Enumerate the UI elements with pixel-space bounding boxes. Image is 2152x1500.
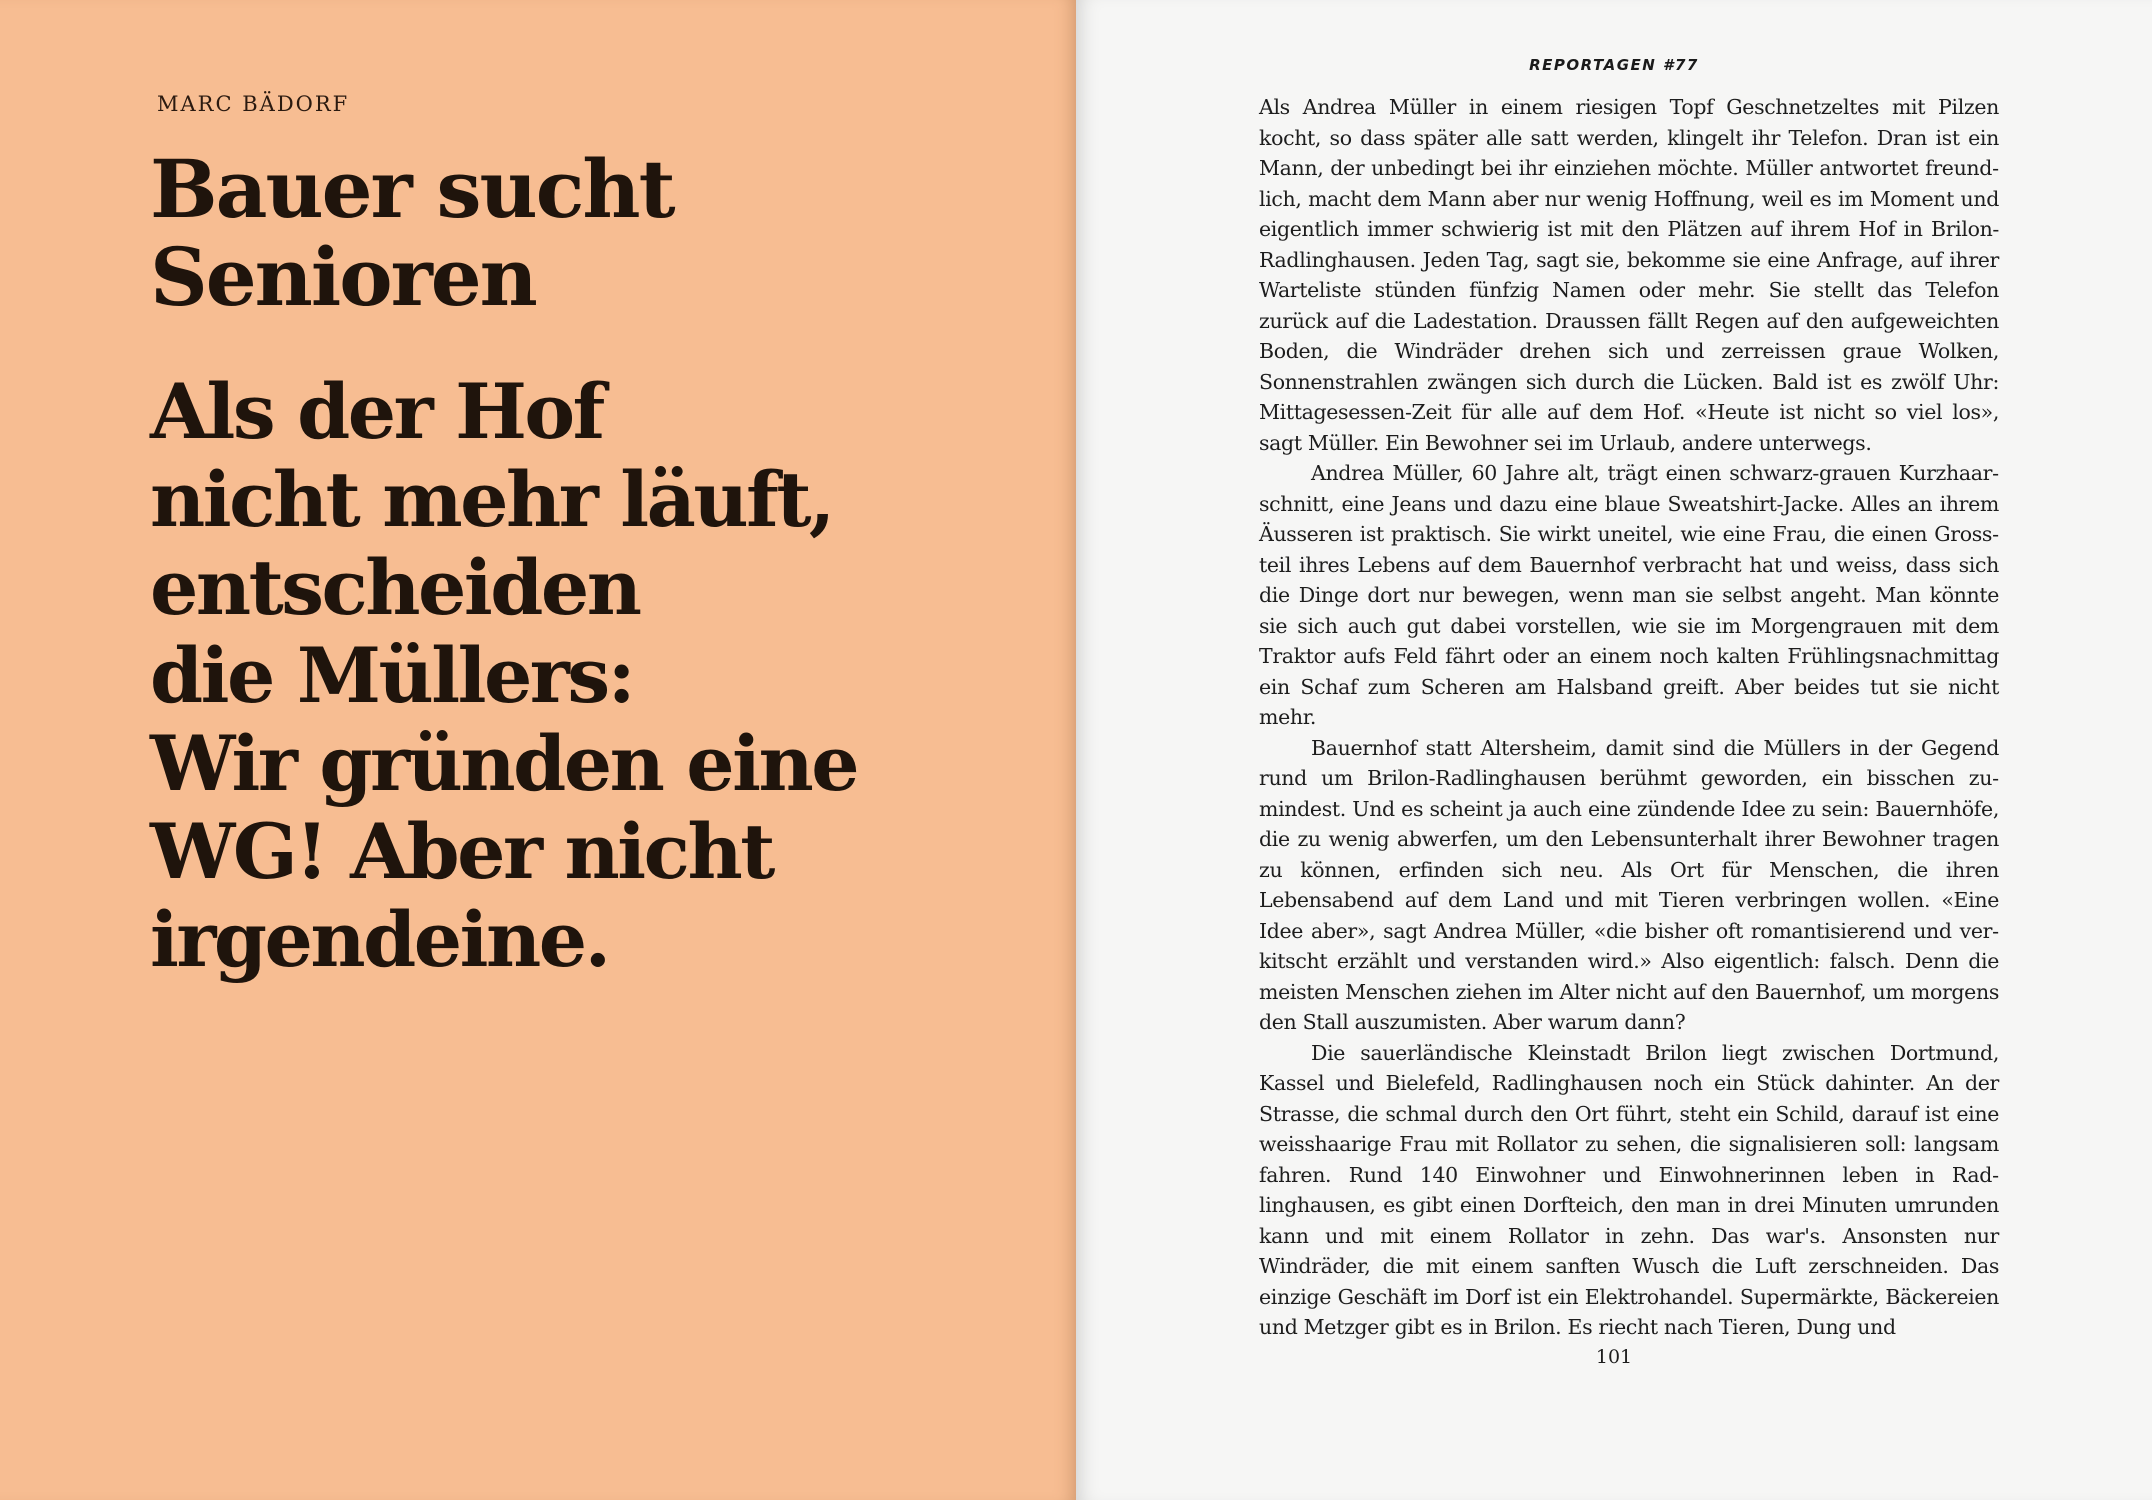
lede-line: irgendeine. [150,895,609,984]
body-paragraph: Bauernhof statt Altersheim, damit sind die Müllers in der Gegend rund um Brilon-Radlinghausen berühmt geworden, ein bisschen zumindest. Und es scheint ja auch eine zündende Idee zu sein: Bauernhöfe, die zu wenig abwerfen, um den Lebensunterhalt ihrer Bewohner tragen zu können, erfinden sich neu. Als Ort für Menschen, die ihren Lebensabend auf dem Land und mit Tieren verbringen wollen. «Eine Idee aber», sagt Andrea Müller, «die bisher oft romantisierend und verkitscht erzählt und verstanden wird.» Also eigentlich: falsch. Denn die meisten Menschen ziehen im Alter nicht auf den Bauernhof, um morgens den Stall auszumisten. Aber warum dann? [1259,735,1999,1034]
title-line: Bauer sucht [150,142,674,236]
body-paragraph: Andrea Müller, 60 Jahre alt, trägt einen schwarz-grauen Kurzhaarschnitt, eine Jeans und dazu eine blaue Sweatshirt-Jacke. Alles an ihrem Äusseren ist praktisch. Sie wirkt uneitel, wie eine Frau, die einen Grossteil ihres Lebens auf dem Bauernhof verbracht hat und weiss, dass sich die Dinge dort nur bewegen, wenn man sie selbst angeht. Man könnte sie sich auch gut dabei vorstellen, wie sie im Morgengrauen mit dem Traktor aufs Feld fährt oder an einem noch kalten Frühlingsnachmittag ein Schaf zum Scheren am Halsband greift. Aber beides tut sie nicht mehr. [1259,461,1999,729]
article-lede [150,368,1010,984]
lede-line: Als der Hof [150,367,603,456]
title-line: Senioren [150,230,536,324]
lede-line: die Müllers: [150,631,634,720]
lede-line: entscheiden [150,543,640,632]
article-body [1259,92,1999,1343]
author-name: MARC BÄDORF [157,92,350,116]
lede-line: WG! Aber nicht [150,807,773,896]
body-paragraph: Als Andrea Müller in einem riesigen Topf Geschnetzeltes mit Pilzen kocht, so dass später alle satt werden, klingelt ihr Telefon. Dran ist ein Mann, der unbedingt bei ihr einziehen möchte. Müller antwortet freundlich, macht dem Mann aber nur wenig Hoffnung, weil es im Moment und eigentlich immer schwierig ist mit den Plätzen auf ihrem Hof in Brilon-Radlinghausen. Jeden Tag, sagt sie, bekomme sie eine Anfrage, auf ihrer Warteliste stünden fünfzig Namen oder mehr. Sie stellt das Telefon zurück auf die Ladestation. Draussen fällt Regen auf den aufgeweichten Boden, die Windräder drehen sich und zerreissen graue Wolken, Sonnenstrahlen zwängen sich durch die Lücken. Bald ist es zwölf Uhr: Mittagesessen-Zeit für alle auf dem Hof. «Heute ist nicht so viel los», sagt Müller. Ein Bewohner sei im Urlaub, andere unterwegs. [1259,95,1999,455]
lede-line: nicht mehr läuft, [150,455,833,544]
lede-line: Wir gründen eine [150,719,858,808]
running-head: REPORTAGEN #77 [1529,56,1699,74]
article-title [150,142,970,324]
body-paragraph: Die sauerländische Kleinstadt Brilon liegt zwischen Dortmund, Kassel und Bielefeld, Radlinghausen noch ein Stück dahinter. An der Strasse, die schmal durch den Ort führt, steht ein Schild, darauf ist eine weisshaarige Frau mit Rollator zu sehen, die signalisieren soll: langsam fahren. Rund 140 Einwohner und Einwohnerinnen leben in Radlinghausen, es gibt einen Dorfteich, den man in drei Minuten umrunden kann und mit einem Rollator in zehn. Das war's. Ansonsten nur Windräder, die mit einem sanften Wusch die Luft zerschneiden. Das einzige Geschäft im Dorf ist ein Elektrohandel. Supermärkte, Bäckereien und Metzger gibt es in Brilon. Es riecht nach Tieren, Dung und [1259,1040,1999,1339]
page-number [1076,1346,2152,1368]
page-number-text: 101 [1595,1346,1633,1368]
right-page [1076,0,2152,1500]
